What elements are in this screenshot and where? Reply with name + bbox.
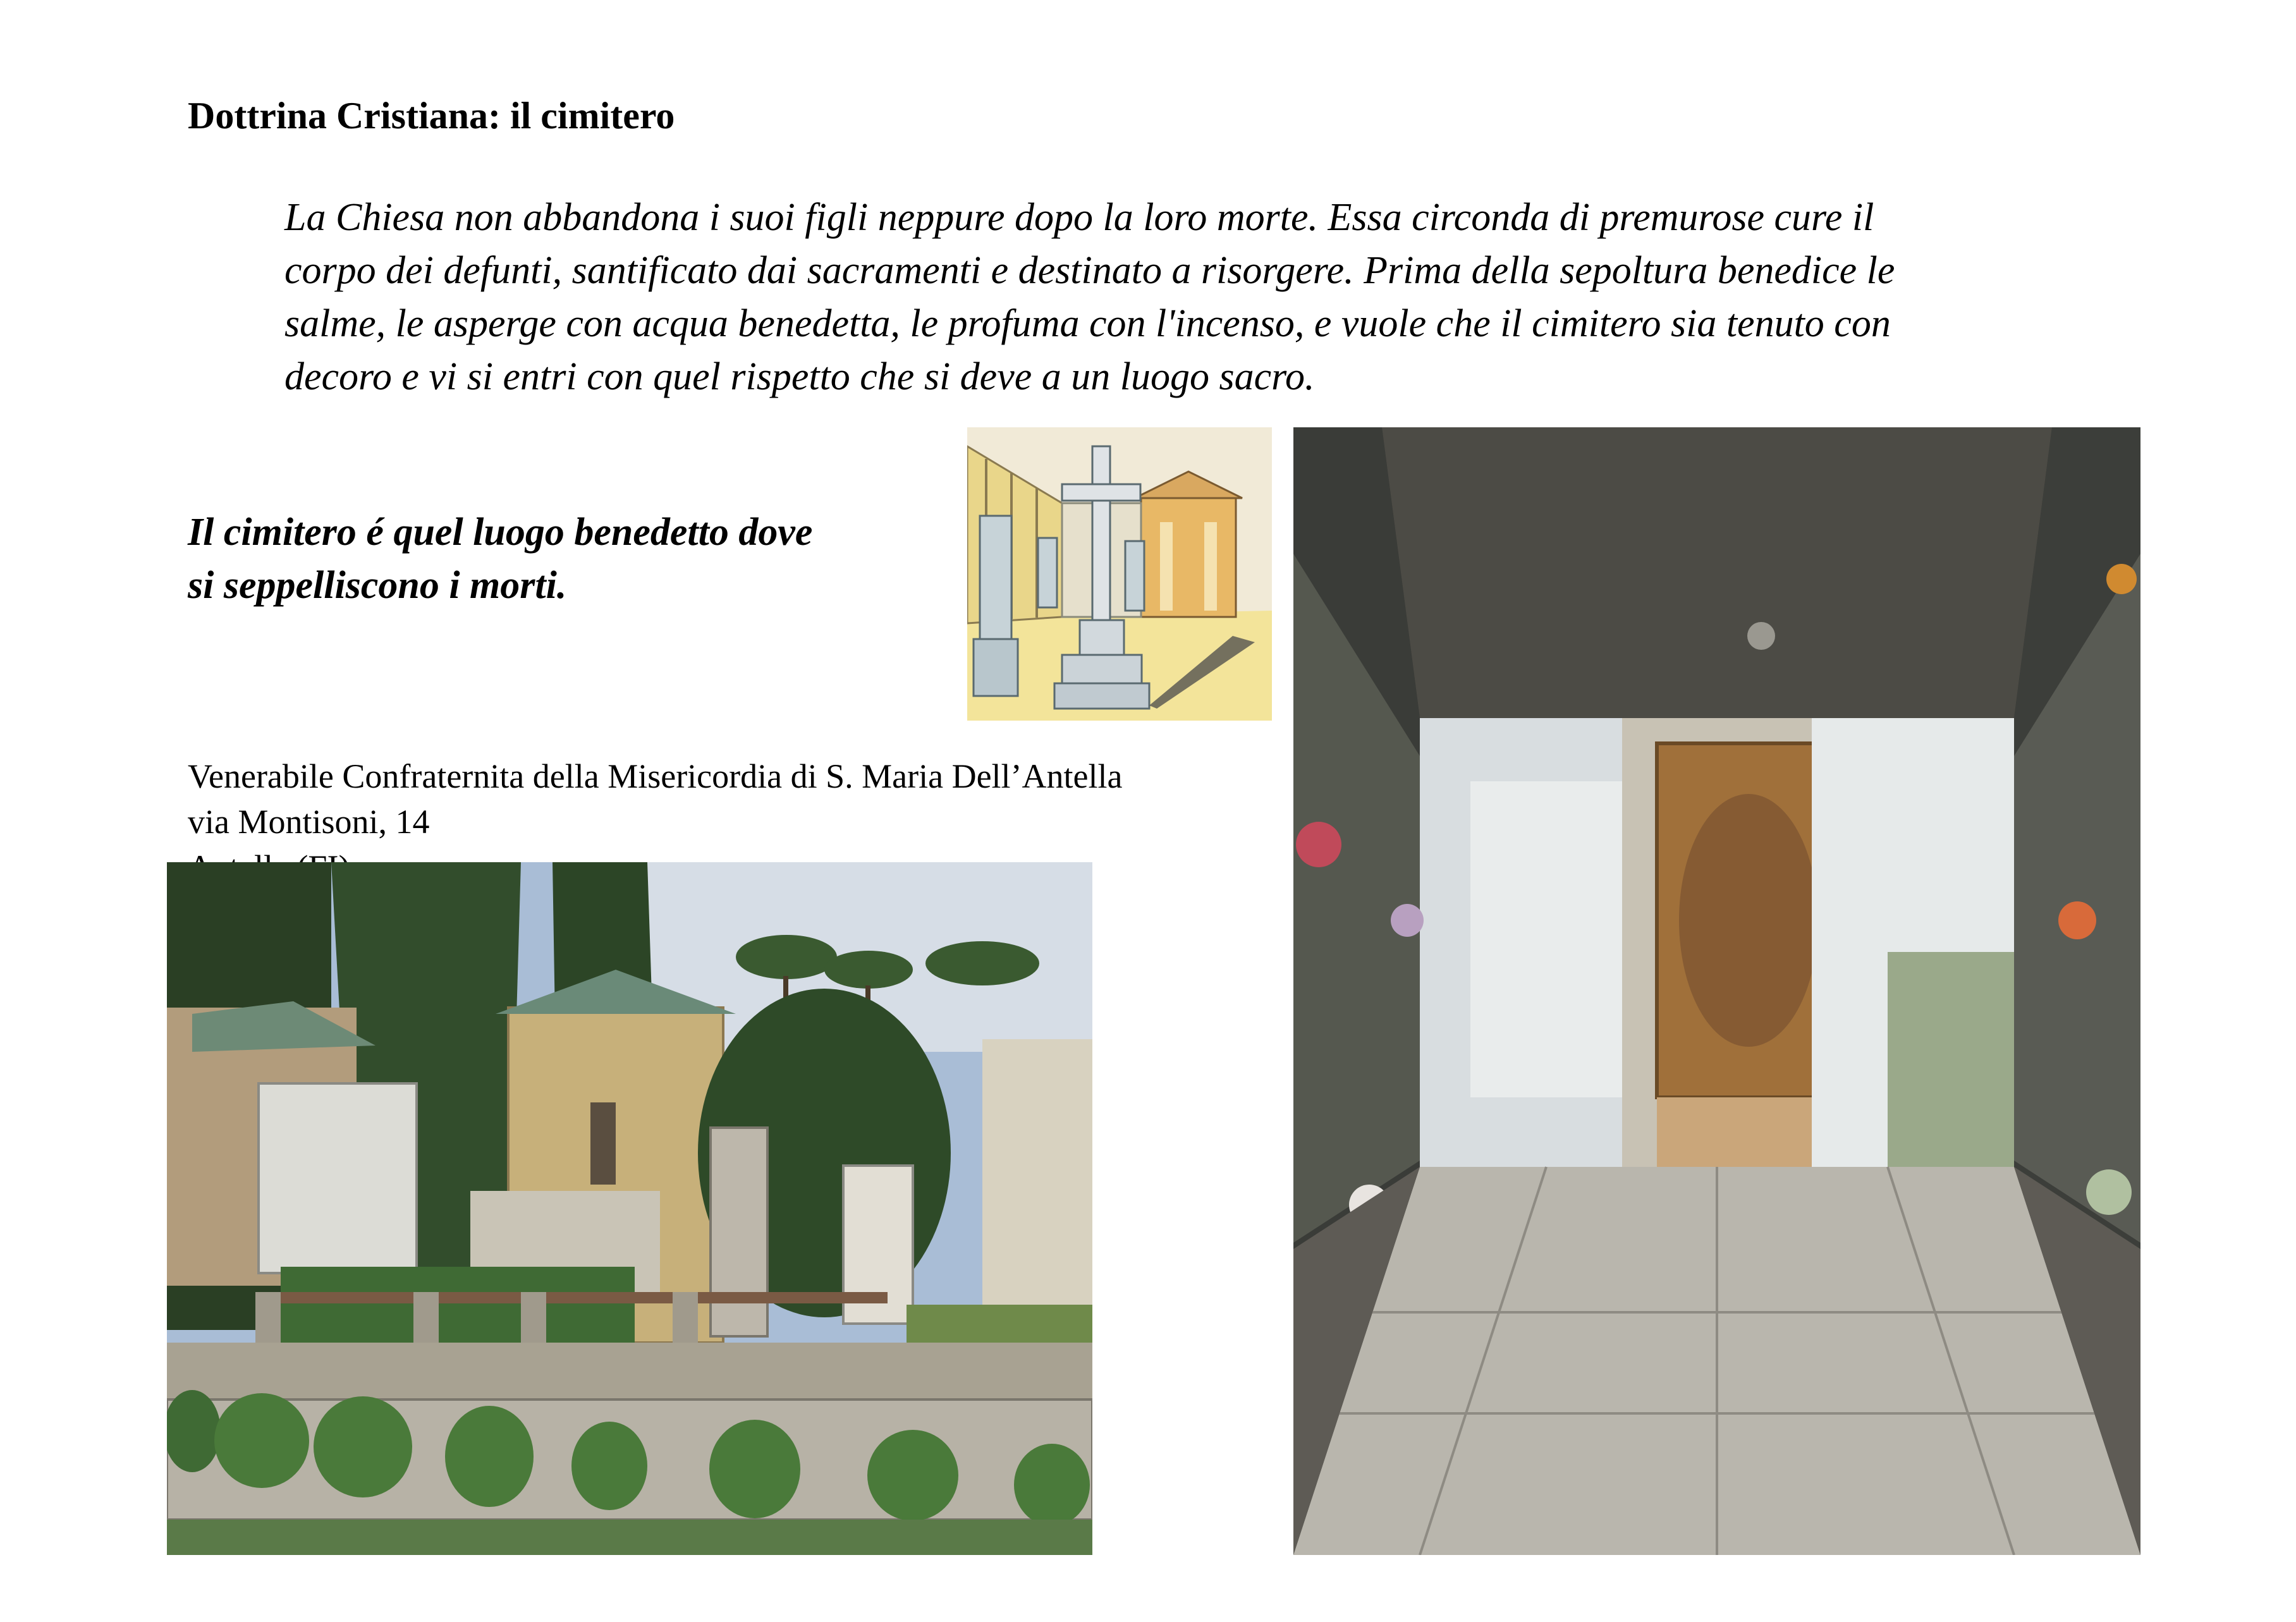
quote-line: corpo dei defunti, santificato dai sacramenti e destinato a risorgere. Prima della sepoltura benedice le [284,249,1895,292]
page-title: Dottrina Cristiana: il cimitero [188,95,675,137]
quote-line: decoro e vi si entri con quel rispetto che si deve a un luogo sacro. [284,355,1315,398]
confraternity-name: Venerabile Confraternita della Misericordia di S. Maria Dell’Antella [188,757,1123,795]
quote-line: salme, le asperge con acqua benedetta, le profuma con l'incenso, e vuole che il cimitero sia tenuto con [284,302,1891,345]
doctrine-quote [284,191,2137,403]
street: via Montisoni, 14 [188,803,430,841]
cemetery-definition [188,506,812,612]
cemetery-garden-photo [167,862,1092,1555]
cemetery-illustration [967,427,1272,721]
definition-line: Il cimitero é quel luogo benedetto dove [188,511,813,554]
quote-line: La Chiesa non abbandona i suoi figli neppure dopo la loro morte. Essa circonda di premurose cure il [284,196,1874,239]
definition-line: si seppelliscono i morti. [188,564,567,607]
columbarium-hallway-photo [1293,427,2140,1555]
